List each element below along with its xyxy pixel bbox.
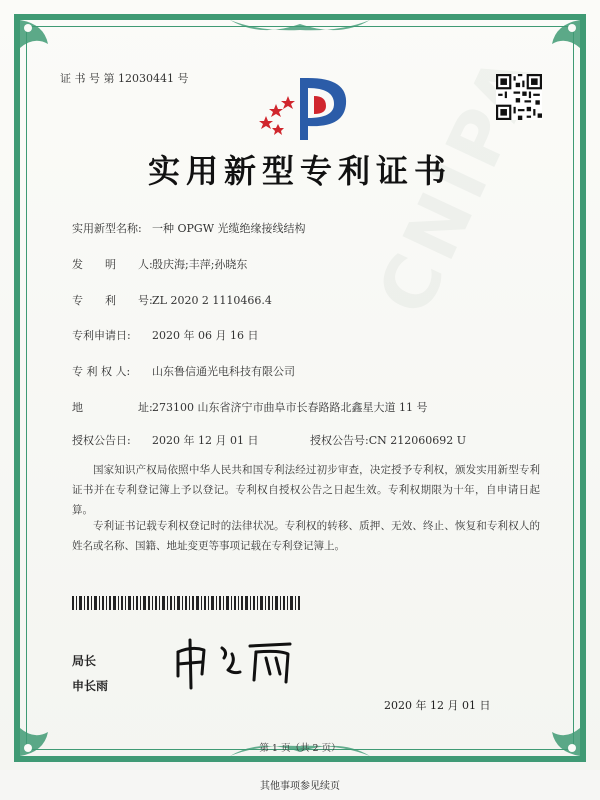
field-row-address bbox=[72, 399, 427, 415]
barcode bbox=[72, 596, 300, 610]
grant-date-label: 授权公告日: bbox=[72, 434, 131, 447]
field-value: 2020 年 06 月 16 日 bbox=[152, 329, 259, 342]
qr-code bbox=[496, 74, 542, 120]
field-value: 山东鲁信通光电科技有限公司 bbox=[152, 365, 295, 378]
field-label: 专 利 号: bbox=[72, 294, 153, 307]
field-label: 地 址: bbox=[72, 401, 153, 414]
field-row-patent-number bbox=[72, 292, 272, 308]
paragraph-grant-statement: 国家知识产权局依照中华人民共和国专利法经过初步审查，决定授予专利权，颁发实用新型专利证书并在专利登记簿上予以登记。专利权自授权公告之日起生效。专利权期限为十年，自申请日起算。 bbox=[72, 464, 540, 516]
field-row-inventors bbox=[72, 256, 247, 272]
paragraph-legal-status: 专利证书记载专利权登记时的法律状况。专利权的转移、质押、无效、终止、恢复和专利权人的姓名或名称、国籍、地址变更等事项记载在专利登记簿上。 bbox=[72, 520, 540, 552]
field-label: 实用新型名称: bbox=[72, 222, 142, 235]
field-value: 273100 山东省济宁市曲阜市长春路路北鑫星大道 11 号 bbox=[152, 401, 428, 414]
director-title: 局长 bbox=[72, 654, 97, 668]
director-name: 申长雨 bbox=[72, 679, 109, 693]
field-value: 一种 OPGW 光缆绝缘接线结构 bbox=[152, 222, 306, 235]
grant-date-value: 2020 年 12 月 01 日 bbox=[152, 434, 259, 447]
page-number: 第 1 页（共 2 页） bbox=[259, 743, 341, 754]
grant-number-value: CN 212060692 U bbox=[368, 434, 466, 447]
top-left-ornament bbox=[14, 14, 74, 74]
watermark-text: CNIPA bbox=[361, 38, 558, 328]
certificate-title: 实用新型专利证书 bbox=[147, 152, 452, 190]
field-value: 殷庆海;丰萍;孙晓东 bbox=[152, 258, 248, 271]
field-label: 发 明 人: bbox=[72, 258, 153, 271]
certificate-number: 证 书 号 第 12030441 号 bbox=[60, 72, 189, 85]
cnipa-emblem-logo bbox=[248, 66, 360, 146]
issue-date: 2020 年 12 月 01 日 bbox=[384, 699, 491, 712]
field-row-grant bbox=[72, 432, 466, 448]
field-label: 专 利 权 人: bbox=[72, 365, 131, 378]
top-center-ornament bbox=[220, 14, 380, 42]
field-row-patentee bbox=[72, 363, 295, 379]
director-signature bbox=[170, 636, 310, 690]
footer-note: 其他事项参见续页 bbox=[260, 781, 340, 792]
field-label: 专利申请日: bbox=[72, 329, 131, 342]
top-right-ornament bbox=[526, 14, 586, 74]
field-row-application-date bbox=[72, 327, 258, 343]
grant-number-label: 授权公告号: bbox=[309, 434, 369, 447]
field-value: ZL 2020 2 1110466.4 bbox=[152, 294, 272, 307]
field-row-name bbox=[72, 220, 306, 236]
